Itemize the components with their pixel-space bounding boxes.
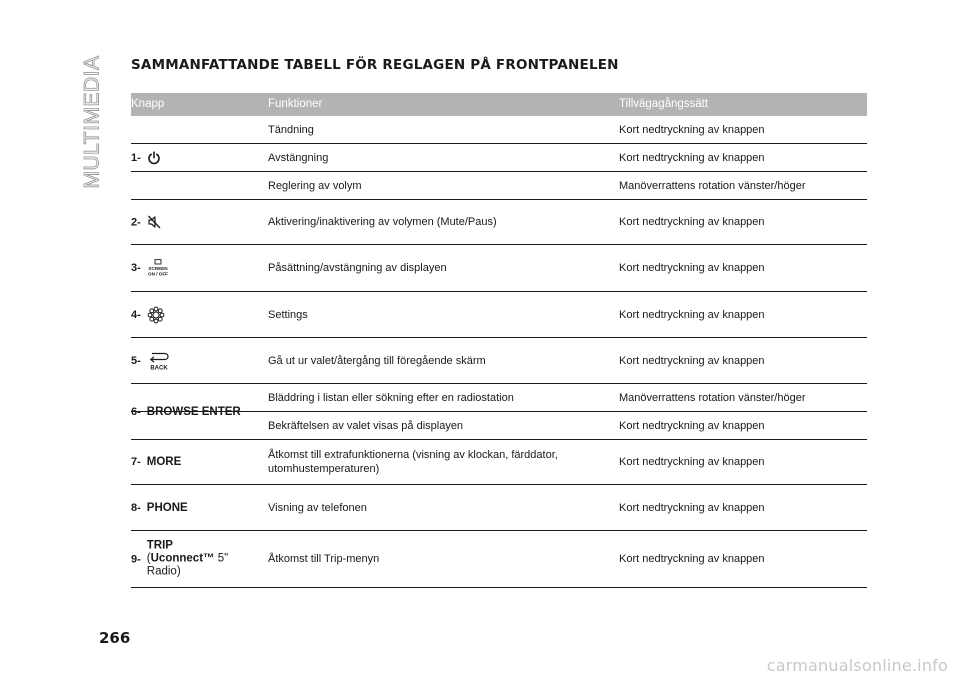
table-row: Åtkomst till Trip-menyn Kort nedtryckning av knappen [268,553,765,565]
table-row: Visning av telefonen Kort nedtryckning av knappen [268,501,765,514]
page-title: SAMMANFATTANDE TABELL FÖR REGLAGEN PÅ FRONTPANELEN [131,57,619,73]
key-8: 8- PHONE [131,501,188,514]
table-header [131,93,867,116]
key-3: 3- SCREEN ON / OFF [131,259,169,277]
phone-label: PHONE [146,501,188,514]
table-group-9 [131,531,867,588]
table-group-7 [131,440,867,485]
table-group-4 [131,292,867,338]
table-row: Gå ut ur valet/återgång till föregående skärm Kort nedtryckning av knappen [268,354,765,367]
table-group-6 [131,384,867,440]
table-row: Tändning Kort nedtryckning av knappen [268,123,765,136]
browse-enter-label: BROWSE ENTER [146,405,241,418]
svg-text:SCREEN: SCREEN [148,266,168,271]
table-row: Settings Kort nedtryckning av knappen [268,308,765,321]
key-9: 9- TRIP (Uconnect™ 5" Radio) [131,539,229,578]
key-4: 4- [131,306,165,324]
table-row: Aktivering/inaktivering av volymen (Mute/Paus) Kort nedtryckning av knappen [268,216,765,228]
key-6: 6- BROWSE ENTER [131,405,241,418]
key-7: 7- MORE [131,456,182,468]
header-funktioner: Funktioner [268,98,323,110]
table-group-3 [131,245,867,292]
key-2: 2- [131,215,162,230]
trip-label: TRIP (Uconnect™ 5" Radio) [146,539,229,578]
table-group-5 [131,338,867,384]
header-knapp: Knapp [131,98,165,110]
key-number: 1- [131,151,141,164]
table-row: Åtkomst till extrafunktionerna (visning av klockan, färddator, utomhustemperaturen) Kort nedtryckning av knappen [268,449,765,475]
table-row: Reglering av volym Manöverrattens rotation vänster/höger [131,171,867,199]
section-side-label: MULTIMEDIA [80,55,104,189]
svg-text:ON / OFF: ON / OFF [147,271,168,277]
page-number: 266 [99,629,131,647]
table-group-8 [131,485,867,531]
more-label: MORE [146,456,182,468]
table-row: Bekräftelsen av valet visas på displayen Kort nedtryckning av knappen [131,411,867,439]
header-tillvagagangssatt: Tillvägagångssätt [619,98,709,110]
svg-text:BACK: BACK [150,365,168,371]
table-group-2 [131,200,867,245]
table-group-1 [131,116,867,200]
key-5: 5- BACK [131,351,171,371]
watermark: carmanualsonline.info [766,656,948,675]
table-row: Bläddring i listan eller sökning efter en radiostation Manöverrattens rotation vänster/höger [268,391,806,404]
table-row: Avstängning Kort nedtryckning av knappen [131,143,867,171]
table-row: Påsättning/avstängning av displayen Kort nedtryckning av knappen [268,262,765,274]
controls-table [131,93,867,588]
